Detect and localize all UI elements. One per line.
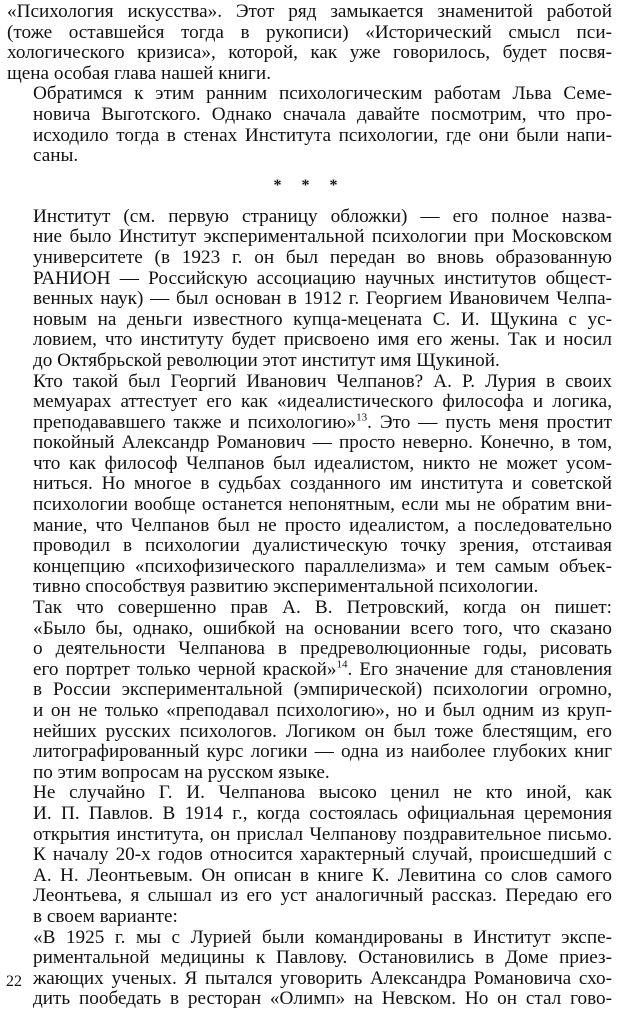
line-text: . Это — пусть меня простит xyxy=(367,412,612,433)
text-line: щена особая глава нашей книги. xyxy=(7,63,271,84)
text-line: (тоже оставшейся тогда в рукописи) «Исторический смысл пси- xyxy=(7,22,612,43)
text-line: концепцию «психофизического параллелизма» и тем самым объек- xyxy=(33,556,612,577)
line-text: преподававшего также и психологию» xyxy=(33,412,357,433)
text-line: в своем варианте: xyxy=(33,906,178,927)
text-line: новым на деньги известного купца-мецената С. И. Щукина с ус- xyxy=(33,309,612,330)
text-line: мемуарах аттестует его как «идеалистического философа и логика, xyxy=(33,392,612,413)
text-line: ловием, что институту будет присвоено имя его жены. Так и носил xyxy=(33,330,612,351)
text-line: Леонтьева, я слышал из его уст аналогичный рассказ. Передаю его xyxy=(33,886,612,907)
footnote-ref[interactable]: 13 xyxy=(356,412,368,424)
line-text: . Его значение для становления xyxy=(347,659,612,680)
text-line: саны. xyxy=(33,146,79,167)
paragraph xyxy=(7,928,612,1010)
text-line: ние было Институт экспериментальной психологии при Московском xyxy=(33,227,612,248)
text-line: проводил в психологии дуалистическую точку зрения, отстаивая xyxy=(33,536,612,557)
line-text: его портрет только черной краской» xyxy=(33,659,337,680)
text-line: что как философ Челпанов был идеалистом, никто не может усом- xyxy=(33,453,612,474)
text-line: жающих ученых. Я пытался уговорить Александра Романовича схо- xyxy=(33,968,612,989)
text-line: Не случайно Г. И. Челпанова высоко ценил не кто иной, как xyxy=(33,783,612,804)
text-line: тивно способствуя развитию экспериментальной психологии. xyxy=(33,577,539,598)
paragraph xyxy=(7,207,612,372)
text-line xyxy=(7,660,612,681)
text-line: К началу 20-х годов относится характерный случай, происшедший с xyxy=(33,845,612,866)
text-line: исходило тогда в стенах Института психологии, где они были напи- xyxy=(33,125,612,146)
section-separator: * * * xyxy=(273,176,346,194)
paragraph xyxy=(7,2,612,84)
text-line: мание, что Челпанов был не просто идеалистом, а последовательно xyxy=(33,515,612,536)
text-line: ниться. Но многое в судьбах созданного им института и советской xyxy=(33,474,612,495)
text-line: покойный Александр Романович — просто неверно. Конечно, в том, xyxy=(33,433,612,454)
text-line: в России экспериментальной (эмпирической) психологии огромно, xyxy=(33,680,612,701)
text-line: литографированный курс логики — одна из наиболее глубоких книг xyxy=(33,742,612,763)
text-line: А. Н. Леонтьевым. Он описан в книге К. Левитина со слов самого xyxy=(33,865,612,886)
text-line: дить пообедать в ресторан «Олимп» на Невском. Но он стал гово- xyxy=(33,989,612,1010)
text-line: венных наук) — был основан в 1912 г. Георгием Ивановичем Челпа- xyxy=(33,289,612,310)
text-line: Кто такой был Георгий Иванович Челпанов? А. Р. Лурия в своих xyxy=(33,371,612,392)
text-line: Институт (см. первую страницу обложки) — его полное назва- xyxy=(33,206,612,227)
text-line: до Октябрьской революции этот институт имя Щукиной. xyxy=(33,350,500,371)
text-line: нейших русских психологов. Логиком он был тоже блестящим, его xyxy=(33,721,612,742)
paragraph xyxy=(7,372,612,599)
paragraph xyxy=(7,598,612,783)
text-line: РАНИОН — Российскую ассоциацию научных институтов общест- xyxy=(33,268,612,289)
text-line: «Психология искусства». Этот ряд замыкается знаменитой работой xyxy=(7,2,612,22)
text-line: о деятельности Челпанова в предреволюционные годы, рисовать xyxy=(33,639,612,660)
text-line: Так что совершенно прав А. В. Петровский, когда он пишет: xyxy=(33,598,612,619)
text-line xyxy=(7,413,612,434)
paragraph xyxy=(7,783,612,927)
text-line: и он не только «преподавал психологию», но и был одним из круп- xyxy=(33,701,612,721)
text-line: новича Выготского. Однако сначала давайте посмотрим, что про- xyxy=(33,104,612,125)
text-line: по этим вопросам на русском языке. xyxy=(33,762,330,783)
text-line: университете (в 1923 г. он был передан во вновь образованную xyxy=(33,247,612,268)
text-line: Обратимся к этим ранним психологическим работам Льва Семе- xyxy=(33,84,612,105)
text-line: риментальной медицины к Павлову. Остановились в Доме приез- xyxy=(33,948,612,969)
text-line: открытия института, он прислал Челпанову поздравительное письмо. xyxy=(33,824,612,845)
text-line: «В 1925 г. мы с Лурией были командированы в Институт экспе- xyxy=(33,927,612,948)
text-line: психологии вообще останется непонятным, если мы не обратим вни- xyxy=(33,495,612,516)
text-line: «Было бы, однако, ошибкой на основании всего того, что сказано xyxy=(33,618,612,639)
text-line: И. П. Павлов. В 1914 г., когда состоялась официальная церемония xyxy=(33,803,612,824)
page-number: 22 xyxy=(6,973,22,990)
paragraph xyxy=(7,84,612,166)
text-line: хологического кризиса», которой, как уже говорилось, будет посвя- xyxy=(7,43,612,64)
footnote-ref[interactable]: 14 xyxy=(336,659,348,671)
